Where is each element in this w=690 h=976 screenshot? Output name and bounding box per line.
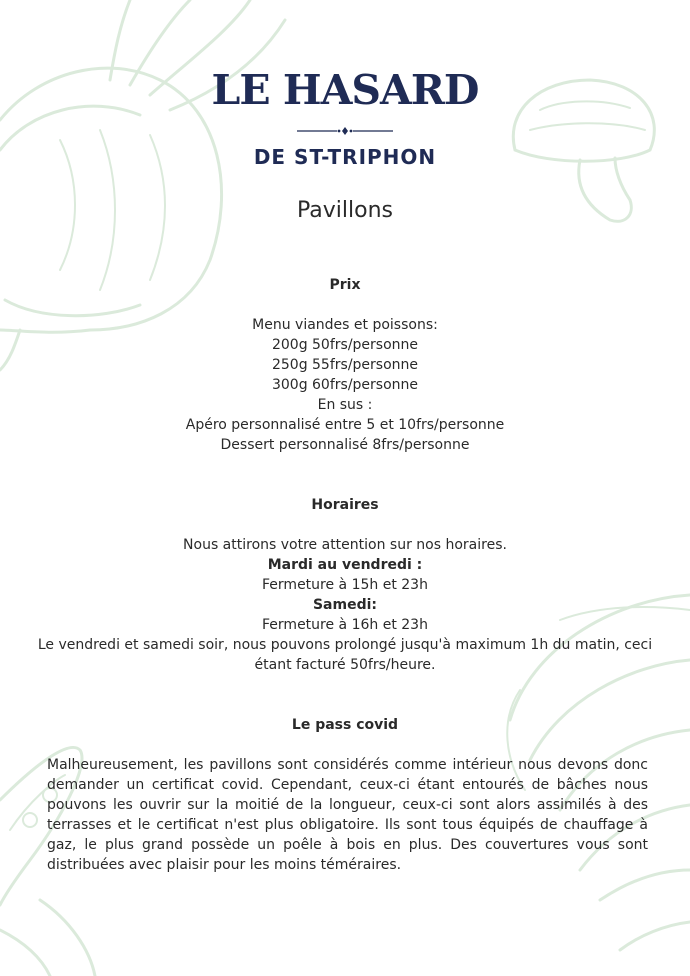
- prix-line: Dessert personnalisé 8frs/personne: [220, 437, 470, 453]
- horaires-intro: Nous attirons votre attention sur nos horaires.: [183, 537, 507, 553]
- covid-paragraph: Malheureusement, les pavillons sont considérés comme intérieur nous devons donc demander un certificat covid. Cependant, ceux-ci étant entourés de bâches nous pouvons les ouvrir sur la moitié de la longueur, ceux-ci sont alors assimilés à des terrasses et le certificat n'est plus obligatoire. Ils sont tous équipés de chauffage à gaz, le plus grand possède un poêle à bois en plus. Des couvertures vous sont distribuées avec plaisir pour les moins téméraires.: [47, 757, 648, 873]
- brand-logo-subtitle: DE ST-TRIPHON: [253, 145, 437, 169]
- horaires-day-label: Samedi:: [312, 597, 378, 613]
- horaires-note: étant facturé 50frs/heure.: [254, 657, 436, 673]
- horaires-day-hours: Fermeture à 15h et 23h: [262, 577, 428, 593]
- prix-heading: Prix: [329, 277, 361, 293]
- ornament-divider-icon: [297, 124, 393, 138]
- horaires-day-hours: Fermeture à 16h et 23h: [262, 617, 428, 633]
- page-title: Pavillons: [297, 198, 393, 223]
- prix-line: 300g 60frs/personne: [271, 377, 419, 393]
- prix-line: Apéro personnalisé entre 5 et 10frs/personne: [185, 417, 505, 433]
- horaires-day-label: Mardi au vendredi :: [267, 557, 423, 573]
- prix-line: En sus :: [317, 397, 373, 413]
- brand-logo-title: LE HASARD: [211, 66, 479, 114]
- prix-line: 200g 50frs/personne: [271, 337, 419, 353]
- prix-line: Menu viandes et poissons:: [252, 317, 438, 333]
- covid-heading: Le pass covid: [291, 717, 399, 733]
- horaires-heading: Horaires: [311, 497, 379, 513]
- horaires-note: Le vendredi et samedi soir, nous pouvons prolongé jusqu'à maximum 1h du matin, ceci: [37, 637, 653, 653]
- prix-line: 250g 55frs/personne: [271, 357, 419, 373]
